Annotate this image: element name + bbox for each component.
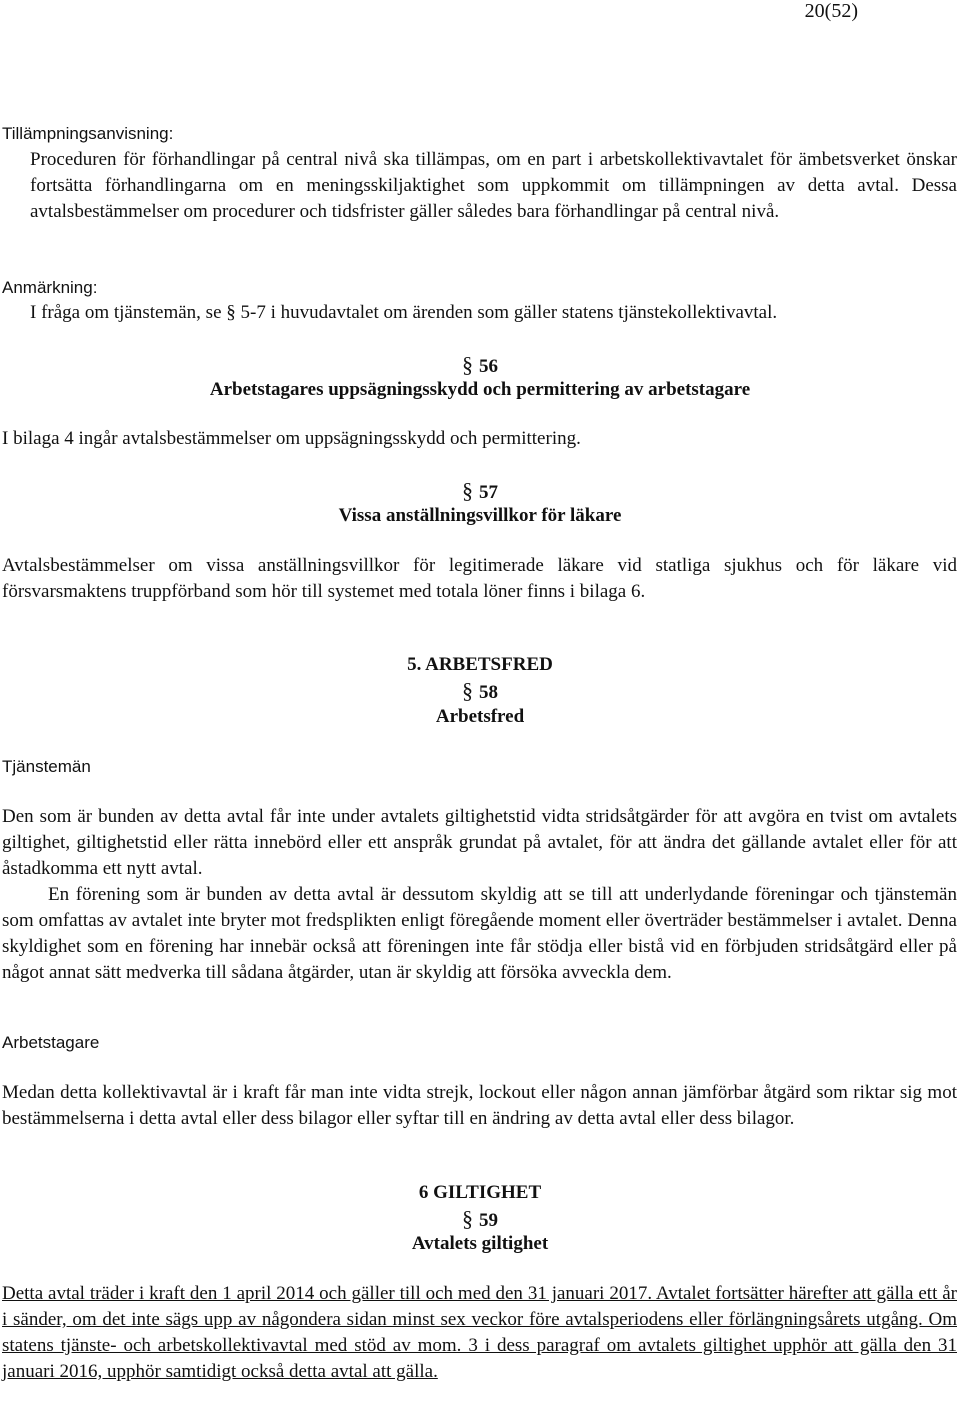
chapter-5-heading: 5. ARBETSFRED [407,654,553,675]
section-sign: § [462,478,473,503]
chapter-6-heading: 6 GILTIGHET [418,1182,542,1203]
section-sign: § [462,352,473,377]
application-guideline-text: Proceduren för förhandlingar på central nivå ska tillämpas, om en part i arbetskollektivavtalet för ämbetsverket önskar fortsätta förhandlingarna om en meningsskiljaktighet som uppkommit om tillämpningen av detta avtal. Dessa avtalsbestämmelser om procedurer och tidsfrister gäller således bara förhandlingar på central nivå. [30,149,957,222]
section-58-title: Arbetsfred [435,706,525,727]
section-59-title: Avtalets giltighet [411,1233,549,1254]
section-56-number [0,352,960,380]
remark-label: Anmärkning: [2,278,98,297]
employees-paragraph-2: En förening som är bunden av detta avtal är dessutom skyldig att se till att underlydande föreningar och tjänstemän som omfattas av avtalet inte bryter mot fredsplikten enligt föregående moment eller överträder bestämmelser i avtalet. Denna skyldighet som en förening har innebär också att föreningen inte får stödja eller bistå vid en förbjuden stridsåtgärd eller på något annat sätt medverka till sådana åtgärder, utan är skyldig att försöka avveckla dem. [2,884,957,983]
section-58-number [0,678,960,706]
section-57-body: Avtalsbestämmelser om vissa anställningsvillkor för legitimerade läkare vid statliga sjukhus och för läkare vid försvarsmaktens truppförband som hör till systemet med totala löner finns i bilaga 6. [2,555,957,602]
workers-paragraph: Medan detta kollektivavtal är i kraft får man inte vidta strejk, lockout eller någon annan jämförbar åtgärd som riktar sig mot bestämmelserna i detta avtal eller dess bilagor eller syftar till en ändring av detta avtal eller dess bilagor. [2,1082,957,1129]
section-57-number [0,478,960,506]
employees-label: Tjänstemän [2,757,91,776]
section-sign: § [462,1206,473,1231]
section-59-number [0,1206,960,1234]
section-58-number-text: 58 [479,682,498,703]
section-57-number-text: 57 [479,482,498,503]
application-guideline-label: Tillämpningsanvisning: [2,124,174,143]
section-56-number-text: 56 [479,356,498,377]
section-59-number-text: 59 [479,1210,498,1231]
section-56-title: Arbetstagares uppsägningsskydd och permittering av arbetstagare [209,379,751,400]
page-number: 20(52) [804,0,858,22]
section-59-body: Detta avtal träder i kraft den 1 april 2014 och gäller till och med den 31 januari 2017. Avtalet fortsätter härefter att gälla ett år i sänder, om det inte sägs upp av någondera sidan minst sex veckor före avtalsperiodens eller förlängningsårets utgång. Om statens tjänste- och arbetskollektivavtal med stöd av mom. 3 i dess paragraf om avtalets giltighet upphör att gälla den 31 januari 2016, upphör samtidigt också detta avtal att gälla. [2,1283,957,1382]
workers-label: Arbetstagare [2,1033,100,1052]
employees-text [2,804,957,986]
section-57-title: Vissa anställningsvillkor för läkare [338,505,622,526]
section-56-body: I bilaga 4 ingår avtalsbestämmelser om uppsägningsskydd och permittering. [2,428,581,449]
remark-text: I fråga om tjänstemän, se § 5-7 i huvudavtalet om ärenden som gäller statens tjänstekollektivavtal. [30,302,778,323]
employees-paragraph-1: Den som är bunden av detta avtal får inte under avtalets giltighetstid vidta stridsåtgärder för att avgöra en tvist om avtalets giltighet, giltighetstid eller rätta innebörd eller ett anspråk grundat på avtalet, för att ändra det gällande avtalet eller för att åstadkomma ett nytt avtal. [2,806,957,879]
section-sign: § [462,678,473,703]
